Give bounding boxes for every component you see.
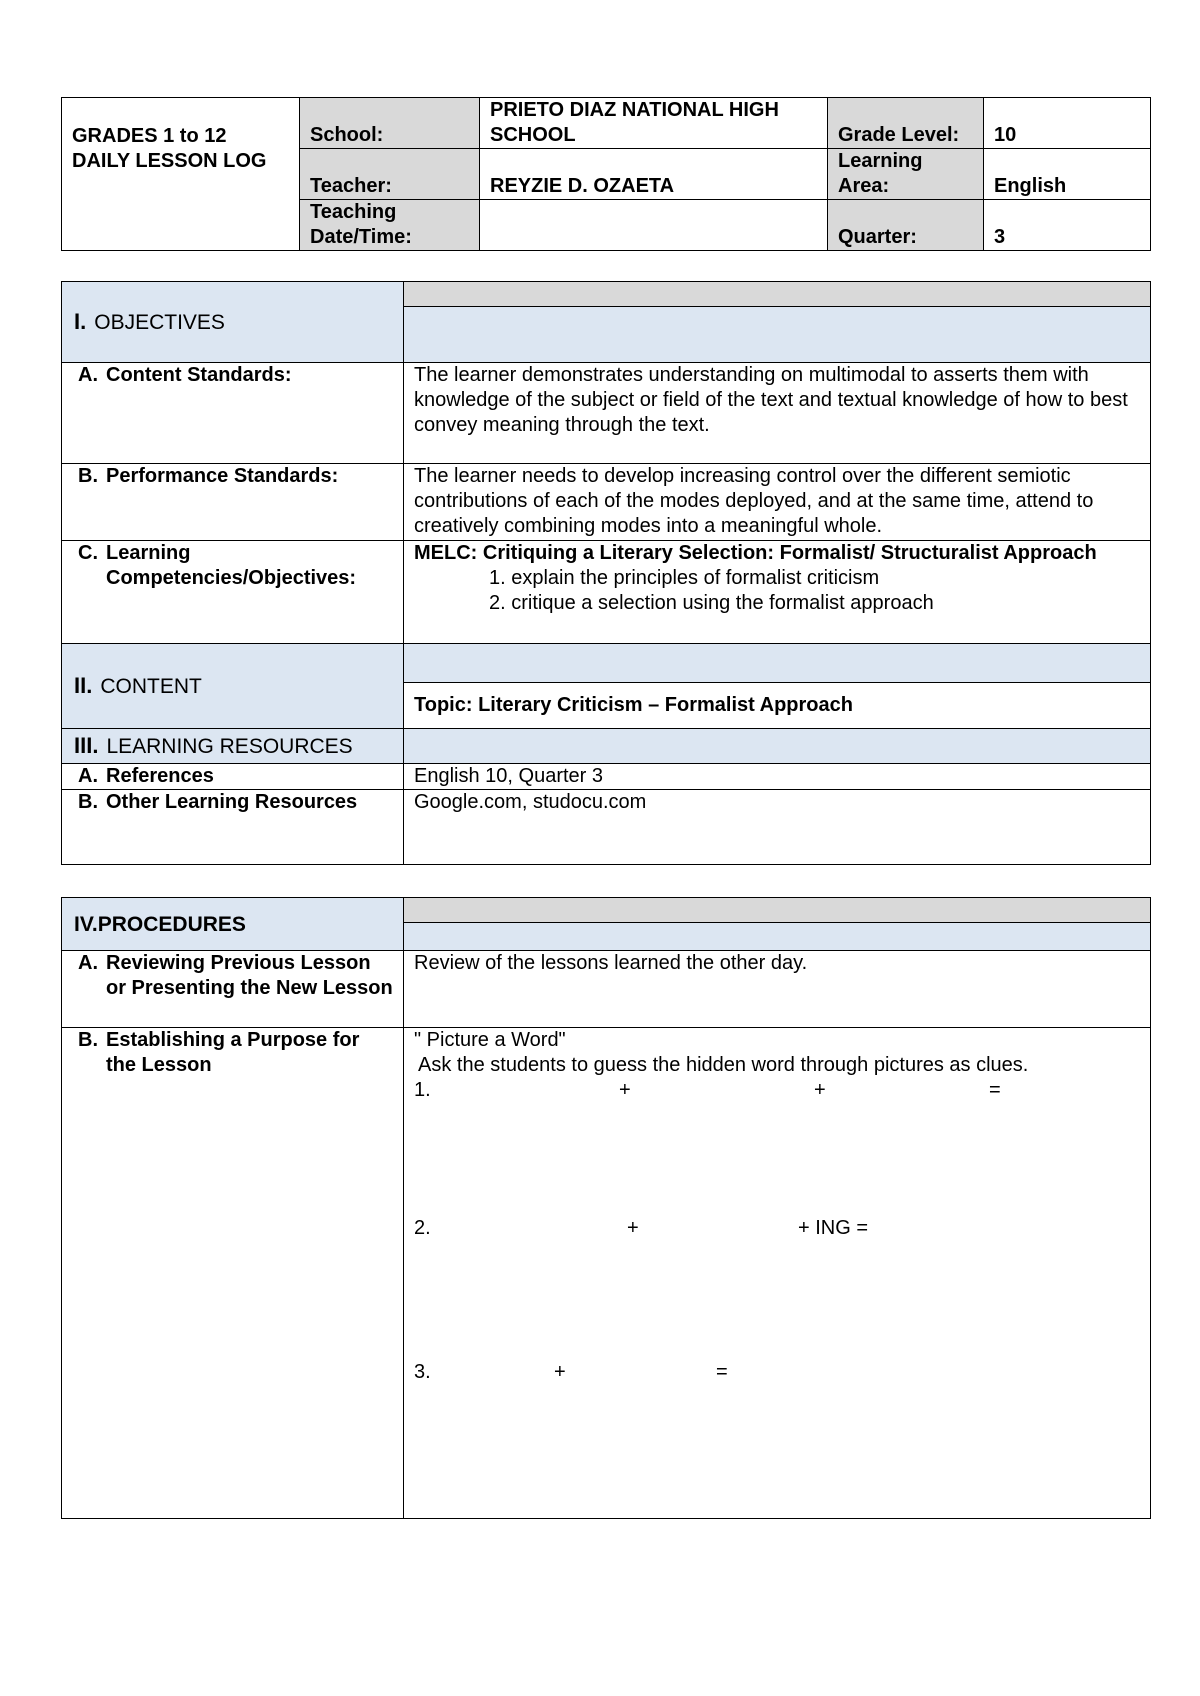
content-heading-text: CONTENT	[100, 675, 202, 698]
puzzle-item-2	[414, 1216, 1140, 1241]
purpose-cell	[404, 1028, 1151, 1519]
other-resources-letter: B.	[78, 791, 98, 813]
grade-level-value: 10	[984, 98, 1151, 149]
log-title-line1: GRADES 1 to 12	[72, 125, 227, 147]
puzzle-item-1	[414, 1078, 1140, 1103]
objectives-numeral: I.	[74, 309, 87, 334]
competencies-label-cell	[62, 541, 404, 644]
puzzle-item-3	[414, 1360, 1140, 1385]
puzzle-item-1-number: 1.	[414, 1079, 431, 1101]
reviewing-label-cell	[62, 951, 404, 1028]
learning-area-label	[828, 149, 984, 200]
objectives-table	[61, 281, 1151, 865]
competency-item-1: 1. explain the principles of formalist criticism	[489, 567, 880, 589]
procedures-table	[61, 897, 1151, 1519]
puzzle-item-2-plus: +	[627, 1217, 639, 1239]
objectives-heading-text: OBJECTIVES	[94, 311, 225, 334]
content-standards-letter: A.	[78, 364, 98, 386]
purpose-label: Establishing a Purpose for the Lesson	[106, 1029, 360, 1076]
content-numeral: II.	[74, 673, 93, 698]
other-resources-label: Other Learning Resources	[106, 791, 358, 813]
references-label: References	[106, 765, 214, 787]
grade-level-label: Grade Level:	[828, 98, 984, 149]
date-label	[300, 200, 480, 251]
quarter-label: Quarter:	[828, 200, 984, 251]
reviewing-label: Reviewing Previous Lesson or Presenting the New Lesson	[106, 952, 393, 999]
puzzle-item-1-equals: =	[989, 1079, 1001, 1101]
purpose-label-cell	[62, 1028, 404, 1519]
competencies-label-line1: Learning	[106, 542, 191, 564]
puzzle-item-2-plus-ing-equals: + ING =	[798, 1217, 869, 1239]
competency-item-2: 2. critique a selection using the formalist approach	[489, 592, 934, 614]
procedures-heading: IV.PROCEDURES	[62, 898, 404, 951]
procedures-gray-bar	[404, 898, 1151, 923]
purpose-letter: B.	[78, 1029, 98, 1051]
school-value-line2: SCHOOL	[490, 124, 576, 146]
competencies-cell	[404, 541, 1151, 644]
teacher-label: Teacher:	[300, 149, 480, 200]
teacher-value: REYZIE D. OZAETA	[480, 149, 828, 200]
content-standards-label: Content Standards:	[106, 364, 292, 386]
resources-numeral: III.	[74, 733, 99, 758]
puzzle-item-3-number: 3.	[414, 1361, 431, 1383]
melc-text: MELC: Critiquing a Literary Selection: Formalist/ Structuralist Approach	[414, 542, 1097, 564]
log-title-line2: DAILY LESSON LOG	[72, 150, 267, 172]
header-table	[61, 97, 1151, 251]
performance-standards-letter: B.	[78, 465, 98, 487]
picture-a-word-title: " Picture a Word"	[414, 1029, 566, 1051]
quarter-value: 3	[984, 200, 1151, 251]
date-value	[480, 200, 828, 251]
content-blue-bar	[404, 644, 1151, 683]
other-resources-label-cell	[62, 790, 404, 865]
reviewing-text: Review of the lessons learned the other day.	[404, 951, 1151, 1028]
references-label-cell	[62, 764, 404, 790]
picture-a-word-instruction: Ask the students to guess the hidden word through pictures as clues.	[418, 1054, 1029, 1076]
school-value-line1: PRIETO DIAZ NATIONAL HIGH	[490, 99, 779, 121]
learning-area-label-line2: Area:	[838, 175, 890, 197]
performance-standards-label: Performance Standards:	[106, 465, 339, 487]
objectives-heading	[62, 282, 404, 363]
competencies-label-line2: Competencies/Objectives:	[106, 567, 357, 589]
performance-standards-text: The learner needs to develop increasing control over the different semiotic contributions of each of the modes deployed, and at the same time, attend to creatively combining modes into a meaningful whole.	[404, 464, 1151, 541]
resources-blue-bar	[404, 729, 1151, 764]
school-label: School:	[300, 98, 480, 149]
references-letter: A.	[78, 765, 98, 787]
resources-heading-text: LEARNING RESOURCES	[106, 735, 353, 758]
puzzle-item-1-plus-1: +	[619, 1079, 631, 1101]
references-text: English 10, Quarter 3	[404, 764, 1151, 790]
procedures-blue-bar	[404, 923, 1151, 951]
log-title	[62, 98, 300, 251]
performance-standards-label-cell	[62, 464, 404, 541]
puzzle-item-3-plus: +	[554, 1361, 566, 1383]
content-topic: Topic: Literary Criticism – Formalist Approach	[404, 683, 1151, 729]
date-label-line1: Teaching	[310, 201, 397, 223]
resources-heading	[62, 729, 404, 764]
learning-area-label-line1: Learning	[838, 150, 923, 172]
competencies-letter: C.	[78, 542, 98, 564]
content-heading	[62, 644, 404, 729]
school-value	[480, 98, 828, 149]
objectives-blue-bar	[404, 307, 1151, 363]
date-label-line2: Date/Time:	[310, 226, 412, 248]
content-standards-label-cell	[62, 363, 404, 464]
objectives-gray-bar	[404, 282, 1151, 307]
learning-area-value: English	[984, 149, 1151, 200]
puzzle-item-2-number: 2.	[414, 1217, 431, 1239]
puzzle-item-3-equals: =	[716, 1361, 728, 1383]
reviewing-letter: A.	[78, 952, 98, 974]
puzzle-item-1-plus-2: +	[814, 1079, 826, 1101]
other-resources-text: Google.com, studocu.com	[404, 790, 1151, 865]
content-standards-text: The learner demonstrates understanding on multimodal to asserts them with knowledge of the subject or field of the text and textual knowledge of how to best convey meaning through the text.	[404, 363, 1151, 464]
